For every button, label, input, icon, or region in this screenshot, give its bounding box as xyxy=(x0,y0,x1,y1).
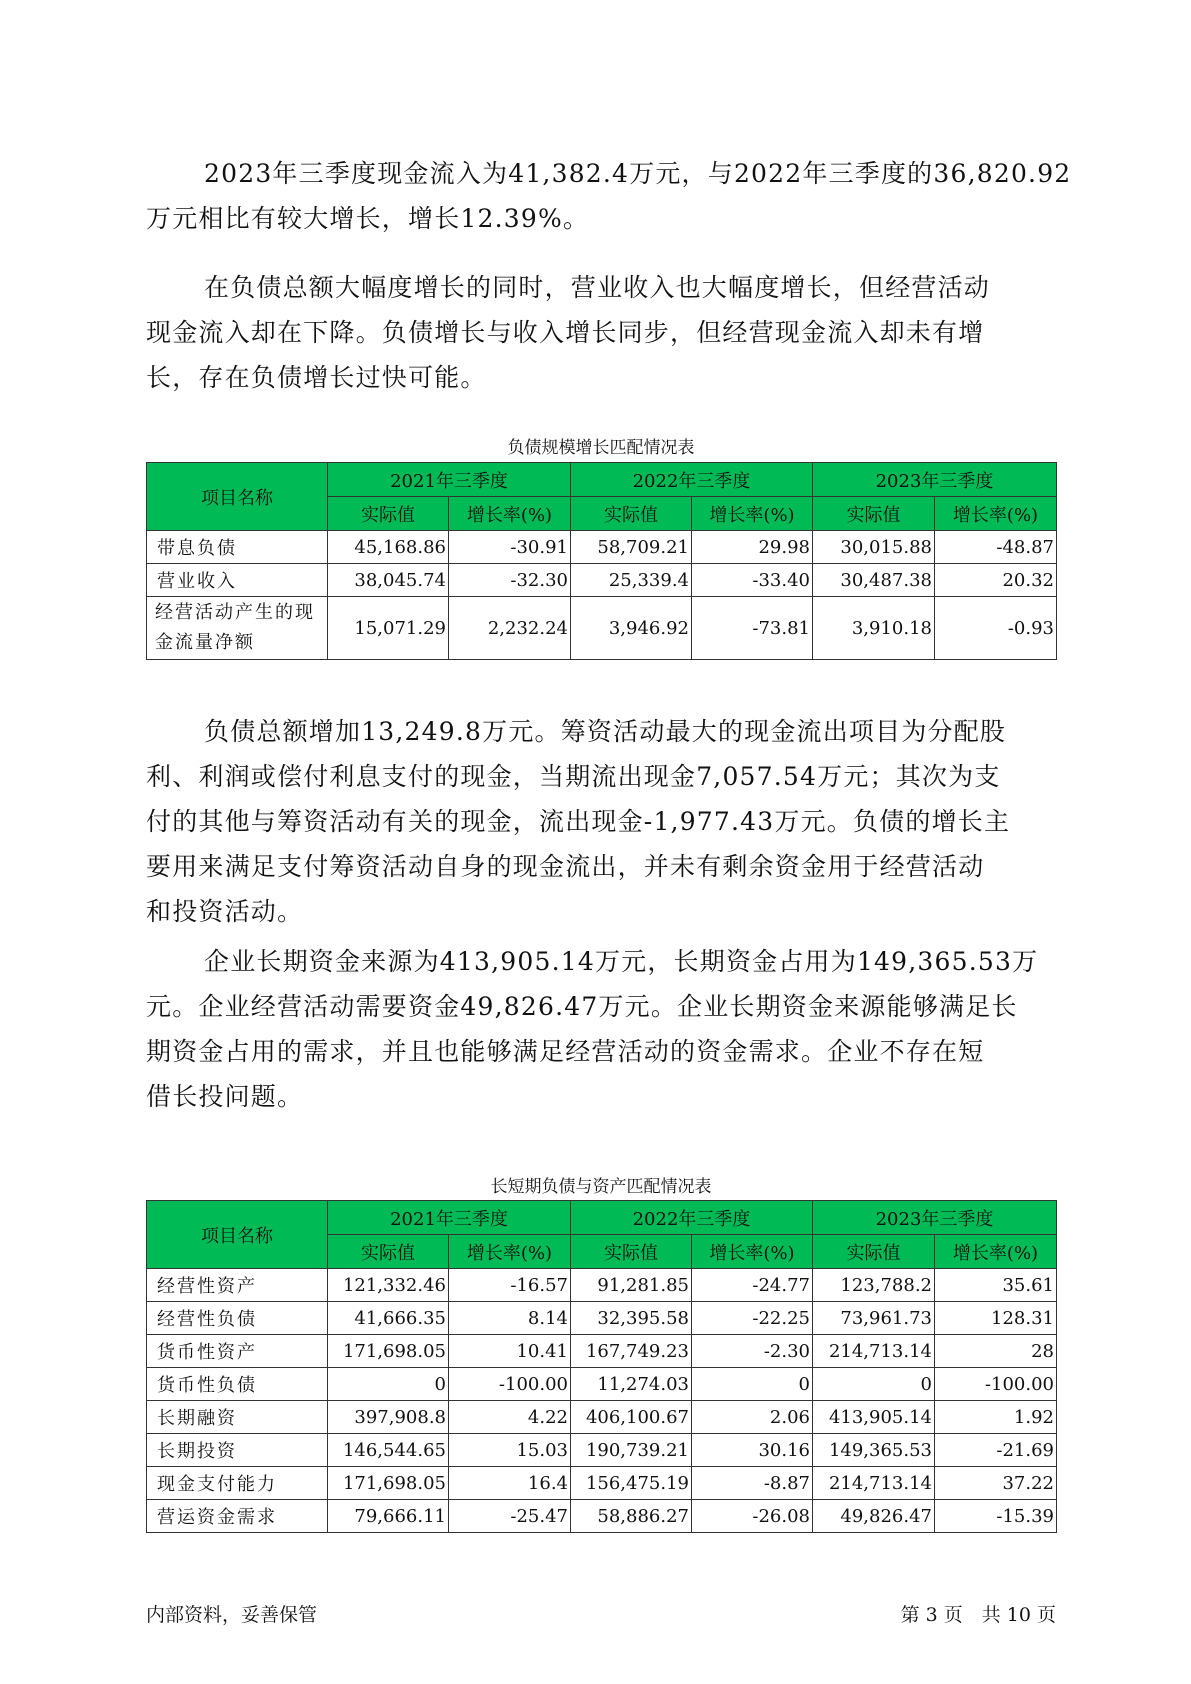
cell-value: 35.61 xyxy=(935,1269,1057,1302)
cell-value: 2,232.24 xyxy=(449,597,571,660)
cell-value: -2.30 xyxy=(692,1335,813,1368)
paragraph-line: 2023年三季度现金流入为41,382.4万元，与2022年三季度的36,820.92 xyxy=(204,159,1072,188)
cell-value: 214,713.14 xyxy=(813,1335,935,1368)
footer-page-number: 第 3 页 共 10 页 xyxy=(900,1604,1056,1626)
cell-value: 79,666.11 xyxy=(328,1500,449,1533)
cell-value: -25.47 xyxy=(449,1500,571,1533)
table-row xyxy=(147,597,1057,660)
header-period: 2021年三季度 xyxy=(328,463,571,497)
cell-value: 58,886.27 xyxy=(571,1500,692,1533)
row-name: 经营性资产 xyxy=(147,1269,328,1302)
cell-value: -16.57 xyxy=(449,1269,571,1302)
cell-value: 0 xyxy=(813,1368,935,1401)
cell-value: 11,274.03 xyxy=(571,1368,692,1401)
table-row xyxy=(147,1269,1057,1302)
cell-value: 8.14 xyxy=(449,1302,571,1335)
cell-value: 58,709.21 xyxy=(571,531,692,564)
header-item-name: 项目名称 xyxy=(147,463,328,531)
cell-value: 167,749.23 xyxy=(571,1335,692,1368)
table-row xyxy=(147,1302,1057,1335)
cell-value: 91,281.85 xyxy=(571,1269,692,1302)
table2-caption: 长短期负债与资产匹配情况表 xyxy=(490,1177,712,1197)
footer-confidential: 内部资料，妥善保管 xyxy=(146,1604,318,1626)
cell-value: -100.00 xyxy=(449,1368,571,1401)
table1-caption: 负债规模增长匹配情况表 xyxy=(507,438,695,458)
paragraph-financing xyxy=(146,709,1066,934)
cell-value: 10.41 xyxy=(449,1335,571,1368)
paragraph-debt-growth xyxy=(146,265,1066,400)
paragraph-line: 元。企业经营活动需要资金49,826.47万元。企业长期资金来源能够满足长 xyxy=(146,992,1018,1021)
paragraph-line: 期资金占用的需求，并且也能够满足经营活动的资金需求。企业不存在短 xyxy=(146,1037,985,1066)
debt-scale-table xyxy=(146,462,1057,660)
paragraph-line: 要用来满足支付筹资活动自身的现金流出，并未有剩余资金用于经营活动 xyxy=(146,852,985,881)
cell-value: 406,100.67 xyxy=(571,1401,692,1434)
header-growth: 增长率(%) xyxy=(449,1235,571,1269)
table-row xyxy=(147,1500,1057,1533)
table-row xyxy=(147,1368,1057,1401)
cell-value: 20.32 xyxy=(935,564,1057,597)
row-name: 货币性负债 xyxy=(147,1368,328,1401)
cell-value: 15.03 xyxy=(449,1434,571,1467)
cell-value: 45,168.86 xyxy=(328,531,449,564)
paragraph-line: 和投资活动。 xyxy=(146,897,304,926)
cell-value: 28 xyxy=(935,1335,1057,1368)
cell-value: 73,961.73 xyxy=(813,1302,935,1335)
row-name: 长期投资 xyxy=(147,1434,328,1467)
cell-value: 29.98 xyxy=(692,531,813,564)
cell-value: 3,946.92 xyxy=(571,597,692,660)
header-period: 2023年三季度 xyxy=(813,1201,1057,1235)
paragraph-line: 在负债总额大幅度增长的同时，营业收入也大幅度增长，但经营活动 xyxy=(204,273,991,302)
cell-value: 413,905.14 xyxy=(813,1401,935,1434)
row-name: 营运资金需求 xyxy=(147,1500,328,1533)
header-growth: 增长率(%) xyxy=(935,497,1057,531)
row-name: 带息负债 xyxy=(147,531,328,564)
cell-value: 16.4 xyxy=(449,1467,571,1500)
paragraph-line: 付的其他与筹资活动有关的现金，流出现金-1,977.43万元。负债的增长主 xyxy=(146,807,1011,836)
row-name: 经营活动产生的现金流量净额 xyxy=(147,597,328,660)
cell-value: -73.81 xyxy=(692,597,813,660)
cell-value: 397,908.8 xyxy=(328,1401,449,1434)
cell-value: -21.69 xyxy=(935,1434,1057,1467)
cell-value: -24.77 xyxy=(692,1269,813,1302)
row-name: 营业收入 xyxy=(147,564,328,597)
table-row xyxy=(147,564,1057,597)
header-actual: 实际值 xyxy=(571,1235,692,1269)
cell-value: -0.93 xyxy=(935,597,1057,660)
cell-value: 41,666.35 xyxy=(328,1302,449,1335)
table-row xyxy=(147,1335,1057,1368)
cell-value: -32.30 xyxy=(449,564,571,597)
cell-value: 121,332.46 xyxy=(328,1269,449,1302)
header-growth: 增长率(%) xyxy=(692,497,813,531)
cell-value: 2.06 xyxy=(692,1401,813,1434)
paragraph-long-term-funds xyxy=(146,939,1066,1119)
table-row xyxy=(147,531,1057,564)
header-actual: 实际值 xyxy=(813,497,935,531)
header-actual: 实际值 xyxy=(813,1235,935,1269)
cell-value: -30.91 xyxy=(449,531,571,564)
paragraph-line: 负债总额增加13,249.8万元。筹资活动最大的现金流出项目为分配股 xyxy=(204,717,1007,746)
paragraph-line: 企业长期资金来源为413,905.14万元，长期资金占用为149,365.53万 xyxy=(204,947,1039,976)
paragraph-line: 万元相比有较大增长，增长12.39%。 xyxy=(146,204,590,233)
cell-value: 123,788.2 xyxy=(813,1269,935,1302)
cell-value: -8.87 xyxy=(692,1467,813,1500)
cell-value: 0 xyxy=(328,1368,449,1401)
cell-value: 171,698.05 xyxy=(328,1467,449,1500)
cell-value: 146,544.65 xyxy=(328,1434,449,1467)
row-name: 长期融资 xyxy=(147,1401,328,1434)
cell-value: 1.92 xyxy=(935,1401,1057,1434)
long-short-matching-table xyxy=(146,1200,1057,1533)
header-actual: 实际值 xyxy=(328,1235,449,1269)
row-name: 现金支付能力 xyxy=(147,1467,328,1500)
cell-value: -22.25 xyxy=(692,1302,813,1335)
header-item-name: 项目名称 xyxy=(147,1201,328,1269)
cell-value: 30,015.88 xyxy=(813,531,935,564)
header-period: 2021年三季度 xyxy=(328,1201,571,1235)
header-period: 2023年三季度 xyxy=(813,463,1057,497)
cell-value: 49,826.47 xyxy=(813,1500,935,1533)
cell-value: 30.16 xyxy=(692,1434,813,1467)
cell-value: 4.22 xyxy=(449,1401,571,1434)
cell-value: 15,071.29 xyxy=(328,597,449,660)
header-growth: 增长率(%) xyxy=(935,1235,1057,1269)
cell-value: 3,910.18 xyxy=(813,597,935,660)
cell-value: 37.22 xyxy=(935,1467,1057,1500)
cell-value: 149,365.53 xyxy=(813,1434,935,1467)
paragraph-line: 现金流入却在下降。负债增长与收入增长同步，但经营现金流入却未有增 xyxy=(146,318,985,347)
header-period: 2022年三季度 xyxy=(571,463,813,497)
cell-value: 25,339.4 xyxy=(571,564,692,597)
cell-value: -100.00 xyxy=(935,1368,1057,1401)
cell-value: 128.31 xyxy=(935,1302,1057,1335)
paragraph-line: 利、利润或偿付利息支付的现金，当期流出现金7,057.54万元；其次为支 xyxy=(146,762,1001,791)
table-row xyxy=(147,1467,1057,1500)
paragraph-cash-inflow xyxy=(146,151,1072,241)
cell-value: -15.39 xyxy=(935,1500,1057,1533)
header-period: 2022年三季度 xyxy=(571,1201,813,1235)
row-name: 货币性资产 xyxy=(147,1335,328,1368)
cell-value: 30,487.38 xyxy=(813,564,935,597)
header-actual: 实际值 xyxy=(328,497,449,531)
row-name: 经营性负债 xyxy=(147,1302,328,1335)
paragraph-line: 长，存在负债增长过快可能。 xyxy=(146,363,487,392)
cell-value: 38,045.74 xyxy=(328,564,449,597)
cell-value: 214,713.14 xyxy=(813,1467,935,1500)
header-growth: 增长率(%) xyxy=(449,497,571,531)
cell-value: 0 xyxy=(692,1368,813,1401)
table-row xyxy=(147,1434,1057,1467)
paragraph-line: 借长投问题。 xyxy=(146,1082,304,1111)
cell-value: 190,739.21 xyxy=(571,1434,692,1467)
cell-value: -48.87 xyxy=(935,531,1057,564)
cell-value: 32,395.58 xyxy=(571,1302,692,1335)
table-row xyxy=(147,1401,1057,1434)
cell-value: 156,475.19 xyxy=(571,1467,692,1500)
cell-value: 171,698.05 xyxy=(328,1335,449,1368)
header-growth: 增长率(%) xyxy=(692,1235,813,1269)
cell-value: -26.08 xyxy=(692,1500,813,1533)
header-actual: 实际值 xyxy=(571,497,692,531)
cell-value: -33.40 xyxy=(692,564,813,597)
